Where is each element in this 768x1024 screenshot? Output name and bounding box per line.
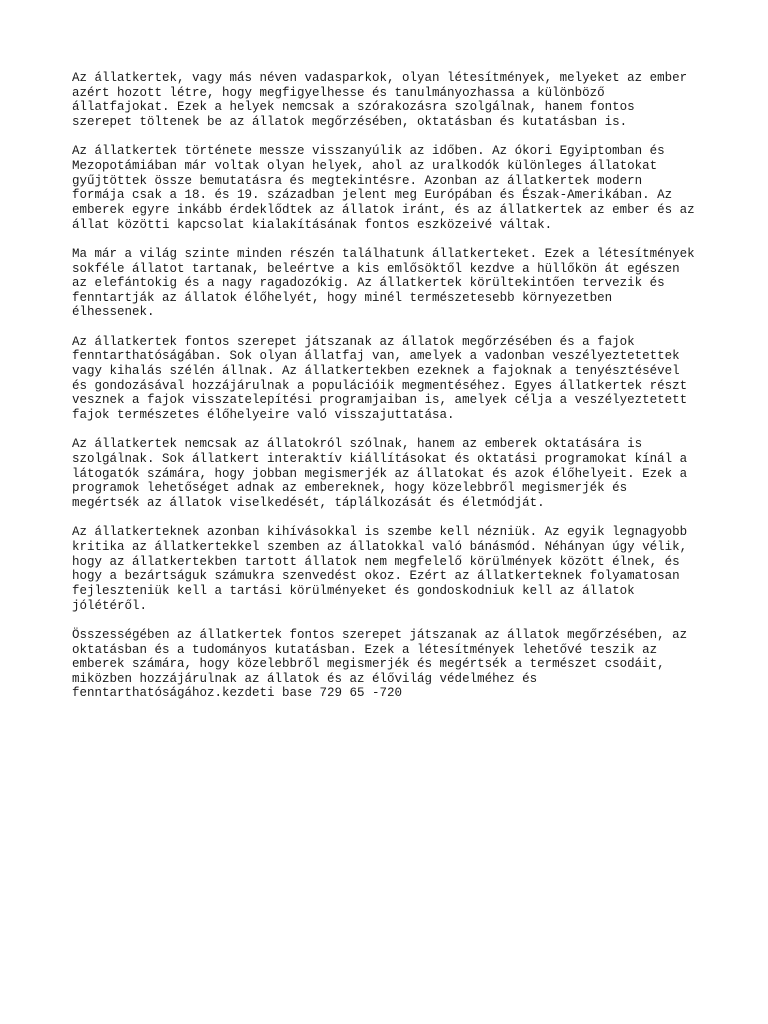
text-line: Mezopotámiában már voltak olyan helyek, ahol az uralkodók különleges állatokat	[72, 158, 658, 173]
text-line: miközben hozzájárulnak az állatok és az élővilág védelméhez és	[72, 671, 538, 686]
paragraph-3	[72, 247, 712, 320]
text-line: hogy a bezártságuk számukra szenvedést okoz. Ezért az állatkerteknek folyamatosan	[72, 569, 680, 584]
text-line: hogy az állatkertekben tartott állatok nem megfelelő körülmények között élnek, és	[72, 554, 680, 569]
text-line: fenntartják az állatok élőhelyét, hogy minél természetesebb környezetben	[72, 290, 613, 305]
text-line: vesznek a fajok visszatelepítési programjaiban is, amelyek célja a veszélyeztetett	[72, 393, 688, 408]
paragraph-5	[72, 437, 712, 510]
text-line: látogatók számára, hogy jobban megismerjék az állatokat és azok élőhelyeit. Ezek a	[72, 466, 688, 481]
paragraph-6	[72, 525, 712, 613]
text-line: állat közötti kapcsolat kialakításának fontos eszközeivé váltak.	[72, 217, 553, 232]
text-line: szolgálnak. Sok állatkert interaktív kiállításokat és oktatási programokat kínál a	[72, 452, 688, 466]
text-line: és gondozásával hozzájárulnak a populációik megmentéséhez. Egyes állatkertek részt	[72, 378, 688, 393]
text-line: élhessenek.	[72, 305, 155, 320]
text-line: oktatásban és a tudományos kutatásban. Ezek a létesítmények lehetővé teszik az	[72, 642, 658, 657]
text-line: Az állatkerteknek azonban kihívásokkal is szembe kell nézniük. Az egyik legnagyobb	[72, 525, 688, 540]
text-line: vagy kihalás szélén állnak. Az állatkertekben ezeknek a fajoknak a tenyésztésével	[72, 364, 680, 379]
text-line: emberek egyre inkább érdeklődtek az állatok iránt, és az állatkertek az ember és az	[72, 202, 695, 217]
paragraph-4	[72, 335, 712, 423]
text-line: gyűjtöttek össze bemutatásra és megtekintésre. Azonban az állatkertek modern	[72, 173, 643, 188]
paragraph-2	[72, 144, 712, 232]
paragraph-7	[72, 628, 712, 701]
text-line: Az állatkertek, vagy más néven vadasparkok, olyan létesítmények, melyeket az ember	[72, 71, 688, 85]
text-line: az elefántokig és a nagy ragadozókig. Az állatkertek körültekintően tervezik és	[72, 276, 665, 291]
text-line: emberek számára, hogy közelebbről megismerjék és megértsék a természet csodáit,	[72, 657, 665, 672]
text-line: kritika az állatkertekkel szemben az állatokkal való bánásmód. Néhányan úgy vélik,	[72, 539, 688, 554]
text-line: sokféle állatot tartanak, beleértve a kis emlősöktől kezdve a hüllőkön át egészen	[72, 261, 680, 276]
text-line: Összességében az állatkertek fontos szerepet játszanak az állatok megőrzésében, az	[72, 627, 688, 642]
text-line: jólétéről.	[72, 598, 148, 613]
document-page	[72, 71, 712, 716]
text-line: állatfajokat. Ezek a helyek nemcsak a szórakozásra szolgálnak, hanem fontos	[72, 100, 635, 115]
text-line: fenntarthatóságában. Sok olyan állatfaj van, amelyek a vadonban veszélyeztetettek	[72, 349, 680, 364]
text-line: Az állatkertek története messze visszanyúlik az időben. Az ókori Egyiptomban és	[72, 144, 665, 159]
text-line: Az állatkertek nemcsak az állatokról szólnak, hanem az emberek oktatására is	[72, 437, 643, 452]
text-line: Az állatkertek fontos szerepet játszanak az állatok megőrzésében és a fajok	[72, 334, 635, 349]
text-line: megértsék az állatok viselkedését, táplálkozását és életmódját.	[72, 495, 545, 510]
text-line: fenntarthatóságához.kezdeti base 729 65 -720	[72, 686, 403, 701]
text-line: programok lehetőséget adnak az embereknek, hogy közelebbről megismerjék és	[72, 481, 628, 496]
text-line: szerepet töltenek be az állatok megőrzésében, oktatásban és kutatásban is.	[72, 114, 628, 129]
text-line: formája csak a 18. és 19. században jelent meg Európában és Észak-Amerikában. Az	[72, 188, 673, 203]
text-line: Ma már a világ szinte minden részén találhatunk állatkerteket. Ezek a létesítmények	[72, 246, 695, 261]
text-line: fejleszteniük kell a tartási körülményeket és gondoskodniuk kell az állatok	[72, 583, 635, 598]
paragraph-1	[72, 71, 712, 130]
text-line: azért hozott létre, hogy megfigyelhesse és tanulmányozhassa a különböző	[72, 85, 605, 100]
text-line: fajok természetes élőhelyeire való visszajuttatása.	[72, 408, 455, 423]
